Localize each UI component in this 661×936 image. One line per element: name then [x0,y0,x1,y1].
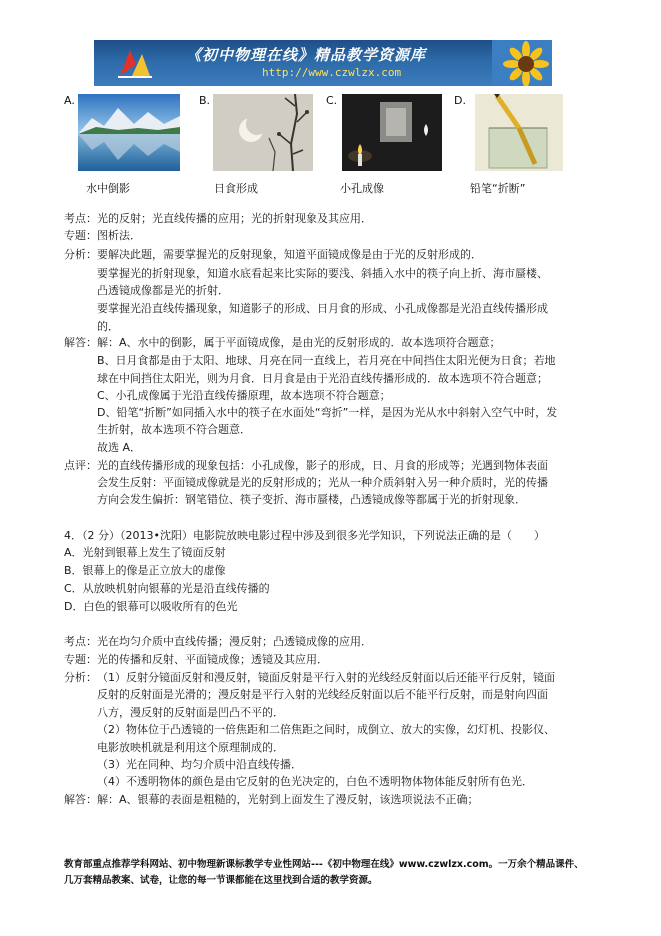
option-b-letter: B. [199,94,211,107]
q3-jieda-line: C、小孔成像属于光沿直线传播原理，故本选项不符合题意； [97,389,391,402]
q3-jieda-line: D、铅笔“折断”如同插入水中的筷子在水面处“弯折”一样，是因为光从水中斜射入空气中时，发 [97,406,558,419]
pinhole-camera-icon [342,94,442,171]
q3-fenxi-line: 要解决此题，需要掌握光的反射现象，知道平面镜成像是由于光的反射形成的． [97,248,482,261]
option-a-caption: 水中倒影 [86,182,130,195]
site-logo-icon [116,46,154,80]
option-d-image [475,94,563,171]
q4-fenxi-line: （4）不透明物体的颜色是由它反射的色光决定的，白色不透明物体物体能反射所有色光． [97,775,533,788]
q3-fenxi-line: 的． [97,320,119,333]
q4-fenxi-line: （2）物体位于凸透镜的一倍焦距和二倍焦距之间时，成倒立、放大的实像，幻灯机、投影仪、 [97,723,555,736]
q3-jieda-line: 球在中间挡住太阳光，则为月食．日月食是由于光沿直线传播形成的．故本选项不符合题意； [97,372,548,385]
q4-fenxi-line: 八方，漫反射的反射面是凹凸不平的． [97,706,284,719]
q4-stem: 4．（2 分）（2013•沈阳）电影院放映电影过程中涉及到很多光学知识，下列说法正确的是（ ） [64,529,545,542]
q3-dianping-line: 会发生反射：平面镜成像就是光的反射形成的；光从一种介质斜射入另一种介质时，光的传播 [97,476,548,489]
q4-jieda-label: 解答： [64,793,97,806]
q4-choice-b: B．银幕上的像是正立放大的虚像 [64,564,226,577]
solar-eclipse-branches-icon [213,94,313,171]
q3-jieda-label: 解答： [64,336,97,349]
option-a-image [78,94,180,171]
q4-kaodian-label: 考点： [64,635,97,648]
mountain-lake-reflection-icon [78,94,180,171]
banner-url: http://www.czwlzx.com [262,66,402,79]
q3-dianping-line: 方向会发生偏折：钢笔错位、筷子变折、海市蜃楼，凸透镜成像等都属于光的折射现象． [97,493,526,506]
q4-choice-a: A．光射到银幕上发生了镜面反射 [64,546,226,559]
q4-fenxi-line: （1）反射分镜面反射和漫反射，镜面反射是平行入射的光线经反射面以后还能平行反射，镜面 [97,671,555,684]
q4-choice-d: D．白色的银幕可以吸收所有的色光 [64,600,238,613]
q3-dianping-line: 光的直线传播形成的现象包括：小孔成像，影子的形成，日、月食的形成等；光遇到物体表面 [97,459,548,472]
option-a-letter: A. [64,94,75,107]
q3-fenxi-line: 凸透镜成像都是光的折射． [97,284,229,297]
q3-zhuanti-text: 图析法． [97,229,141,242]
q4-fenxi-line: 反射的反射面是光滑的；漫反射是平行入射的光线经反射面以后不能平行反射，而是射向四面 [97,688,548,701]
q3-jieda-line: 解：A、水中的倒影，属于平面镜成像，是由光的反射形成的．故本选项符合题意； [97,336,501,349]
option-b-caption: 日食形成 [214,182,258,195]
footer-line-2: 几万套精品教案、试卷，让您的每一节课都能在这里找到合适的教学资源。 [64,875,378,886]
q3-kaodian-text: 光的反射；光直线传播的应用；光的折射现象及其应用． [97,212,372,225]
q4-fenxi-line: （3）光在同种、均匀介质中沿直线传播． [97,758,302,771]
option-c-image [342,94,442,171]
option-d-letter: D. [454,94,466,107]
q4-kaodian-text: 光在均匀介质中直线传播；漫反射；凸透镜成像的应用． [97,635,372,648]
option-d-caption: 铅笔“折断” [470,182,526,195]
q3-dianping-label: 点评： [64,459,97,472]
sunflower-icon [492,40,552,86]
q3-jieda-line: 故选 A． [97,441,142,454]
q3-jieda-line: 生折射，故本选项不符合题意． [97,423,251,436]
q3-fenxi-label: 分析： [64,248,97,261]
q4-jieda-text: 解：A、银幕的表面是粗糙的，光射到上面发生了漫反射，该选项说法不正确； [97,793,479,806]
q3-fenxi-line: 要掌握光沿直线传播现象，知道影子的形成、日月食的形成、小孔成像都是光沿直线传播形成 [97,302,548,315]
q3-jieda-line: B、日月食都是由于太阳、地球、月亮在同一直线上，若月亮在中间挡住太阳光便为日食；若地 [97,354,556,367]
footer-line-1: 教育部重点推荐学科网站、初中物理新课标教学专业性网站---《初中物理在线》www.czwlzx.com。一万余个精品课件、 [64,859,584,870]
q4-fenxi-label: 分析： [64,671,97,684]
banner-title: 《初中物理在线》精品教学资源库 [186,46,427,64]
option-c-letter: C. [326,94,338,107]
pencil-in-water-icon [475,94,563,171]
q3-fenxi-line: 要掌握光的折射现象，知道水底看起来比实际的要浅、斜插入水中的筷子向上折、海市蜃楼、 [97,267,548,280]
q3-zhuanti-label: 专题： [64,229,97,242]
q4-zhuanti-text: 光的传播和反射、平面镜成像；透镜及其应用． [97,653,328,666]
q4-choice-c: C．从放映机射向银幕的光是沿直线传播的 [64,582,270,595]
option-c-caption: 小孔成像 [340,182,384,195]
option-b-image [213,94,313,171]
q3-kaodian-label: 考点： [64,212,97,225]
header-banner [94,40,552,86]
q4-zhuanti-label: 专题： [64,653,97,666]
q4-fenxi-line: 电影放映机就是利用这个原理制成的． [97,741,284,754]
